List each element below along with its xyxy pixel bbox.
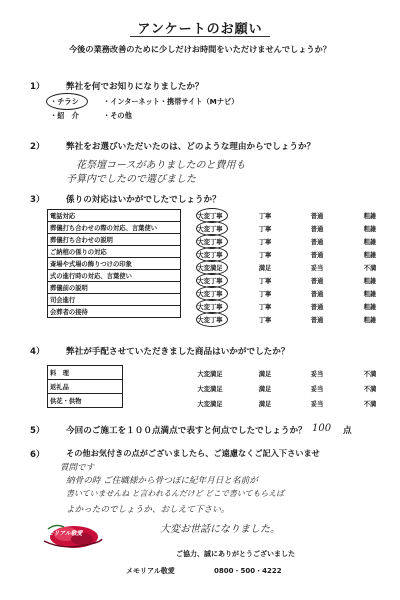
q4-table [47, 365, 123, 408]
q1-number: 1） [30, 82, 45, 92]
company-logo [40, 515, 104, 553]
q3-row-label: 斎場や式場の飾りつけの印象 [48, 258, 181, 270]
logo-text: メモリアル敬愛 [42, 531, 83, 537]
choice: 粗雑 [363, 252, 377, 259]
choice: 普通 [310, 304, 324, 311]
choice: 普通 [310, 226, 324, 233]
q6-answer-line: 納骨の時 ご住職様から骨つぼに紀年月日と名前が [66, 476, 258, 486]
table-row [48, 306, 181, 318]
choice: 不満 [363, 371, 377, 378]
choice: 大変丁寧 [197, 317, 223, 324]
q3-row-label: ご納棺の係りの対応 [48, 246, 181, 258]
table-row [48, 258, 181, 270]
choice: 大変丁寧 [197, 291, 223, 298]
q6-answer-line: よかったのでしょうか、おしえて下さい。 [66, 505, 230, 515]
choice: 丁寧 [258, 213, 272, 220]
title-underline [130, 36, 270, 37]
choice: 大変丁寧 [197, 252, 223, 259]
q6-text: その他お気付きの点がございましたら、ご遠慮なくご記入下さいませ [66, 448, 320, 458]
choice: 普通 [310, 239, 324, 246]
choice: 粗雑 [363, 213, 377, 220]
choice: 妥当 [310, 386, 324, 393]
choice: 妥当 [310, 401, 324, 408]
q2-text: 弊社をお選びいただいたのは、どのような理由からでしょうか？ [66, 142, 316, 152]
table-row [48, 294, 181, 306]
q3-row-label: 会葬者の接待 [48, 306, 181, 318]
q4-row-label: 返礼品 [48, 380, 123, 394]
choice: 普通 [310, 252, 324, 259]
q4-row-label: 料 理 [48, 366, 123, 380]
q4-number: 4） [30, 347, 45, 357]
choice: 粗雑 [363, 278, 377, 285]
choice: 丁寧 [258, 278, 272, 285]
table-row [48, 380, 123, 394]
table-row [48, 210, 181, 222]
company-name: メモリアル敬愛 [126, 567, 175, 575]
choice: 大変丁寧 [197, 278, 223, 285]
company-phone: 0800・500・4222 [214, 567, 282, 575]
choice: 大変丁寧 [197, 239, 223, 246]
table-row [48, 234, 181, 246]
q3-row-label: 葬儀打ち合わせの際の対応、言葉使い [48, 222, 181, 234]
q5-unit: 点 [343, 426, 352, 436]
q1-option-flyer: ・チラシ [50, 97, 79, 106]
q3-row-label: 葬儀前の説明 [48, 282, 181, 294]
q1-option-referral: ・紹 介 [50, 111, 79, 120]
q5-answer: 100 [312, 423, 332, 434]
q1-option-other: ・その他 [103, 111, 132, 120]
q3-text: 係りの対応はいかがでしたでしょうか？ [66, 195, 221, 205]
choice: 大変丁寧 [197, 304, 223, 311]
choice: 満足 [258, 386, 272, 393]
choice: 丁寧 [258, 226, 272, 233]
thanks-text: ご協力、誠にありがとうございました [176, 550, 295, 558]
table-row [48, 270, 181, 282]
choice: 丁寧 [258, 239, 272, 246]
choice: 普通 [310, 291, 324, 298]
choice: 粗雑 [363, 226, 377, 233]
choice: 普通 [310, 317, 324, 324]
choice: 丁寧 [258, 317, 272, 324]
choice: 粗雑 [363, 239, 377, 246]
q3-selected-circle [196, 312, 228, 327]
choice: 粗雑 [363, 317, 377, 324]
q1-option-internet: ・インターネット・携帯サイト（Mナビ） [103, 97, 239, 106]
q3-table [47, 209, 181, 318]
q5-text: 今回のご施工を１００点満点で表すと何点でしたでしょうか？ [66, 426, 307, 436]
q2-number: 2） [30, 142, 45, 152]
q2-answer-line1: 花祭壇コースがありましたのと費用も [76, 160, 246, 171]
q3-row-label: 式の進行時の対応、言葉使い [48, 270, 181, 282]
q4-row-label: 供花・供物 [48, 394, 123, 408]
choice: 普通 [310, 213, 324, 220]
choice: 大変満足 [197, 401, 223, 408]
table-row [48, 394, 123, 408]
choice: 丁寧 [258, 252, 272, 259]
q4-text: 弊社が手配させていただきました商品はいかがでしたか？ [66, 347, 290, 357]
choice: 満足 [258, 401, 272, 408]
table-row [48, 246, 181, 258]
choice: 満足 [258, 265, 272, 272]
choice: 粗雑 [363, 304, 377, 311]
choice: 満足 [258, 371, 272, 378]
choice: 不満 [363, 401, 377, 408]
choice: 普通 [310, 278, 324, 285]
choice: 妥当 [310, 371, 324, 378]
q6-answer-line: 質問です [60, 463, 95, 473]
choice: 大変丁寧 [197, 213, 223, 220]
q3-number: 3） [30, 195, 45, 205]
q6-answer-line: 大変お世話になりました。 [160, 524, 280, 535]
choice: 粗雑 [363, 291, 377, 298]
q6-number: 6） [30, 450, 45, 460]
table-row [48, 366, 123, 380]
choice: 大変満足 [197, 265, 223, 272]
table-row [48, 282, 181, 294]
choice: 大変丁寧 [197, 226, 223, 233]
q3-row-label: 葬儀打ち合わせの説明 [48, 234, 181, 246]
q6-answer-line: 書いていませんね と言われるんだけど どこで書いてもらえば [66, 489, 285, 498]
intro-text: 今後の業務改善のために少しだけお時間をいただけませんでしょうか？ [68, 44, 331, 54]
page-title: アンケートのお願い [137, 22, 263, 37]
q1-text: 弊社を何でお知りになりましたか？ [66, 82, 204, 92]
choice: 不満 [363, 265, 377, 272]
choice: 丁寧 [258, 291, 272, 298]
choice: 不満 [363, 386, 377, 393]
choice: 妥当 [310, 265, 324, 272]
table-row [48, 222, 181, 234]
choice: 大変満足 [197, 386, 223, 393]
q3-row-label: 電話対応 [48, 210, 181, 222]
q5-number: 5） [30, 426, 45, 436]
q2-answer-line2: 予算内でしたので選びました [66, 174, 196, 185]
choice: 大変満足 [197, 371, 223, 378]
q3-row-label: 司会進行 [48, 294, 181, 306]
q1-selected-circle [46, 93, 88, 110]
choice: 丁寧 [258, 304, 272, 311]
